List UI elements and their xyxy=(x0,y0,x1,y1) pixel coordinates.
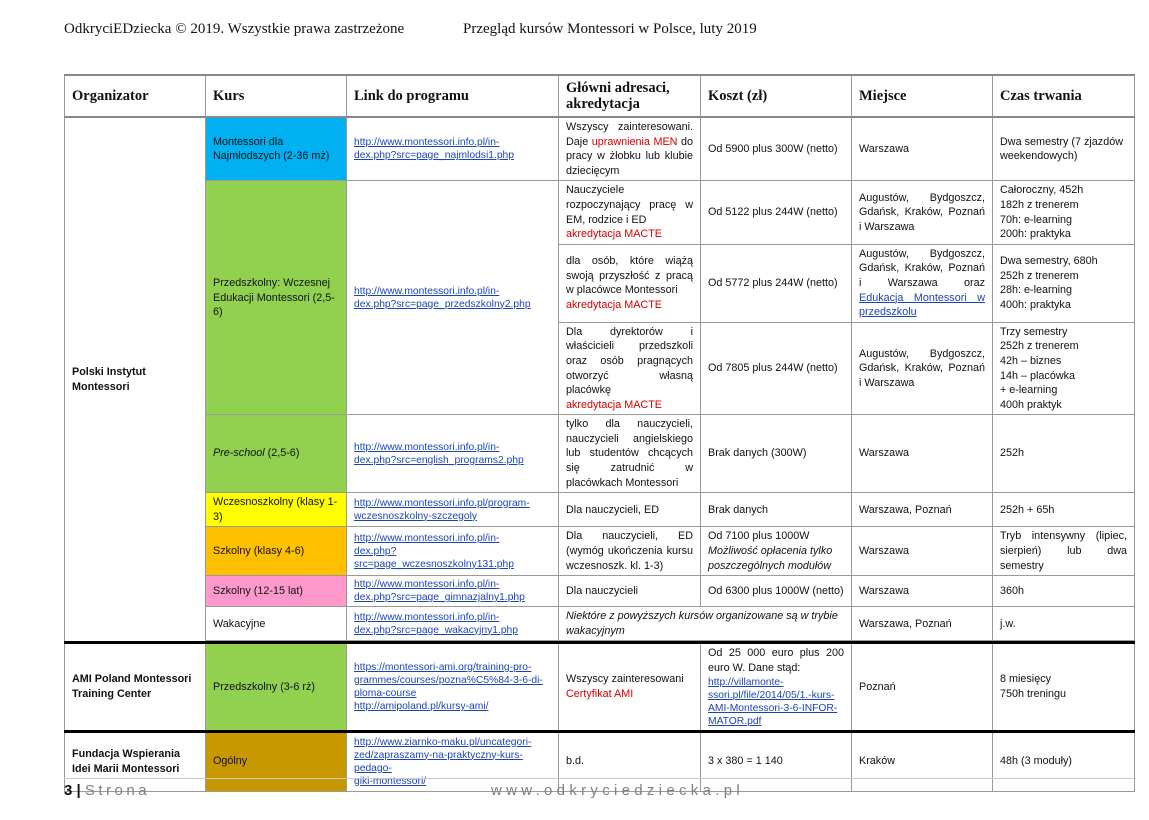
program-link[interactable] xyxy=(347,117,559,181)
program-link[interactable] xyxy=(347,181,559,415)
place-cell: Augustów, Bydgoszcz, Gdańsk, Kraków, Poznań i Warszawa xyxy=(852,322,993,415)
duration-cell: 360h xyxy=(993,576,1135,607)
col-header-organizer: Organizator xyxy=(65,75,206,117)
duration-cell: Tryb intensywny (lipiec, sierpień) lub dwa semestry xyxy=(993,527,1135,576)
accreditation-text: akredytacja MACTE xyxy=(566,298,663,311)
program-link-line[interactable]: https://montessori-ami.org/training-pro- xyxy=(354,662,532,673)
accreditation-text: akredytacja MACTE xyxy=(566,228,663,241)
duration-line: Trzy semestry xyxy=(1000,325,1068,338)
duration-line: 400h: praktyka xyxy=(1000,298,1071,311)
duration-cell: j.w. xyxy=(993,607,1135,641)
organizer-pim: Polski Instytut Montessori xyxy=(65,117,206,643)
table-row xyxy=(65,117,1135,181)
table-row xyxy=(65,643,1135,731)
cost-cell: Od 5772 plus 244W (netto) xyxy=(701,244,852,322)
audience-text: Dla dyrektorów i właścicieli przedszkoli oraz osób pragnących otworzyć własną placówkę xyxy=(566,325,693,397)
cost-cell: Brak danych (300W) xyxy=(701,415,852,493)
place-cell: Kraków xyxy=(852,731,993,791)
program-link-line[interactable]: dex.php?src=page_gimnazjalny1.php xyxy=(354,592,525,604)
duration-cell xyxy=(993,643,1135,731)
duration-line: 8 miesięcy xyxy=(1000,673,1052,686)
audience-cell: b.d. xyxy=(559,731,701,791)
cost-cell: Brak danych xyxy=(701,493,852,527)
audience-cell: tylko dla nauczycieli, nauczycieli angielskiego lub studentów chcących się zatrudnić w placówkach Montessori xyxy=(559,415,701,493)
note-cell xyxy=(559,607,852,641)
cost-text: Od 7100 plus 1000W xyxy=(708,530,810,543)
col-header-cost: Koszt (zł) xyxy=(701,75,852,117)
course-text: Pre-school xyxy=(213,447,265,460)
duration-line: 400h praktyk xyxy=(1000,398,1062,411)
duration-cell: 252h xyxy=(993,415,1135,493)
program-link-line[interactable]: dex.php?src=page_przedszkolny2.php xyxy=(354,298,531,310)
program-link[interactable] xyxy=(347,527,559,576)
course-cell: Montessori dla Najmłodszych (2-36 mż) xyxy=(206,117,347,181)
courses-table xyxy=(64,74,1135,792)
note-text: Niektóre z powyższych kursów organizowane są w trybie wakacyjnym xyxy=(566,610,838,637)
place-cell: Poznań xyxy=(852,643,993,731)
table-row xyxy=(65,493,1135,527)
program-link-line[interactable]: http://www.montessori.info.pl/in- xyxy=(354,532,500,544)
cost-cell: Od 7805 plus 244W (netto) xyxy=(701,322,852,415)
duration-line: 750h treningu xyxy=(1000,688,1067,700)
cost-link-line[interactable]: ssori.pl/file/2014/05/1.-kurs- xyxy=(708,689,835,701)
duration-cell xyxy=(993,181,1135,244)
place-cell: Warszawa, Poznań xyxy=(852,493,993,527)
audience-text: dla osób, które wiążą swoją przyszłość z pracą w placówce Montessori xyxy=(566,255,693,297)
cost-link-line[interactable]: MATOR.pdf xyxy=(708,715,762,727)
program-link-line[interactable]: dex.php?src=page_najmlodsi1.php xyxy=(354,150,515,162)
table-row xyxy=(65,607,1135,641)
course-cell: Przedszkolny (3-6 rż) xyxy=(206,643,347,731)
duration-line: 28h: e-learning xyxy=(1000,284,1073,297)
cost-link-line[interactable]: AMI-Montessori-3-6-INFOR- xyxy=(708,702,838,714)
accreditation-text: Certyfikat AMI xyxy=(566,688,634,700)
col-header-place: Miejsce xyxy=(852,75,993,117)
place-cell xyxy=(852,244,993,322)
audience-cell xyxy=(559,244,701,322)
duration-cell: 48h (3 moduły) xyxy=(993,731,1135,791)
cost-cell xyxy=(701,643,852,731)
course-cell xyxy=(206,415,347,493)
program-link-line[interactable]: http://www.montessori.info.pl/in- xyxy=(354,441,500,453)
header-copyright: OdkryciEDziecka © 2019. Wszystkie prawa zastrzeżone xyxy=(64,21,405,37)
program-link-line[interactable]: http://www.montessori.info.pl/in- xyxy=(354,285,500,297)
program-link-line[interactable]: http://www.montessori.info.pl/in- xyxy=(354,137,500,149)
cost-note: Możliwość opłacenia tylko poszczególnych modułów xyxy=(708,545,833,572)
organizer-fundacja: Fundacja Wspierania Idei Marii Montessori xyxy=(65,731,206,791)
audience-text: Wszyscy zainteresowani xyxy=(566,673,684,686)
program-link-line[interactable]: dex.php?src=english_programs2.php xyxy=(354,454,524,466)
page-word: Strona xyxy=(84,782,151,799)
audience-cell xyxy=(559,117,701,181)
col-header-course: Kurs xyxy=(206,75,347,117)
cost-cell: Od 5900 plus 300W (netto) xyxy=(701,117,852,181)
cost-cell: Od 6300 plus 1000W (netto) xyxy=(701,576,852,607)
place-cell: Warszawa xyxy=(852,117,993,181)
audience-cell: Dla nauczycieli xyxy=(559,576,701,607)
table-row xyxy=(65,415,1135,493)
col-header-link: Link do programu xyxy=(347,75,559,117)
table-row xyxy=(65,181,1135,244)
table-header-row xyxy=(65,75,1135,117)
audience-cell: Dla nauczycieli, ED xyxy=(559,493,701,527)
duration-line: Całoroczny, 452h xyxy=(1000,184,1084,197)
program-link[interactable] xyxy=(347,493,559,527)
duration-line: 252h z trenerem xyxy=(1000,269,1079,282)
program-link[interactable] xyxy=(347,607,559,641)
program-link[interactable] xyxy=(347,643,559,731)
cost-link-line[interactable]: http://villamonte- xyxy=(708,676,784,688)
program-link-line[interactable]: ploma-course xyxy=(354,688,417,699)
audience-cell xyxy=(559,181,701,244)
cost-cell: 3 x 380 = 1 140 xyxy=(701,731,852,791)
place-text: Augustów, Bydgoszcz, Gdańsk, Kraków, Poznań i Warszawa oraz xyxy=(859,247,985,289)
col-header-audience: Główni adresaci, akredytacja xyxy=(559,75,701,117)
cost-cell: Od 5122 plus 244W (netto) xyxy=(701,181,852,244)
duration-line: 42h – biznes xyxy=(1000,354,1062,367)
program-link-line[interactable]: dex.php?src=page_wczesnoszkolny131.php xyxy=(354,545,514,570)
duration-line: 252h z trenerem xyxy=(1000,340,1079,353)
course-cell: Szkolny (klasy 4-6) xyxy=(206,527,347,576)
col-header-duration: Czas trwania xyxy=(993,75,1135,117)
duration-line: 14h – placówka xyxy=(1000,369,1076,382)
duration-line: 200h: praktyka xyxy=(1000,228,1071,241)
place-cell: Warszawa xyxy=(852,415,993,493)
program-link-line[interactable]: grammes/courses/pozna%C5%84-3-6-di- xyxy=(354,675,543,686)
audience-text: Wszyscy zainteresowani. Daje xyxy=(566,121,693,148)
place-cell: Warszawa xyxy=(852,527,993,576)
program-link-line[interactable]: http://www.montessori.info.pl/in- xyxy=(354,579,500,591)
audience-cell: Dla nauczycieli, ED (wymóg ukończenia kursu wczesnoszk. kl. 1-3) xyxy=(559,527,701,576)
audience-cell xyxy=(559,322,701,415)
program-link-line[interactable]: http://www.montessori.info.pl/program- xyxy=(354,497,530,509)
cost-text: Od 25 000 euro plus 200 euro W. Dane stąd: xyxy=(708,647,844,674)
audience-cell xyxy=(559,643,701,731)
footer-divider xyxy=(64,778,1136,779)
cost-cell xyxy=(701,527,852,576)
duration-cell: 252h + 65h xyxy=(993,493,1135,527)
page-number: 3 xyxy=(64,782,73,799)
header-title: Przegląd kursów Montessori w Polsce, luty 2019 xyxy=(463,21,757,37)
course-cell: Szkolny (12-15 lat) xyxy=(206,576,347,607)
duration-cell: Dwa semestry (7 zjazdów weekendowych) xyxy=(993,117,1135,181)
footer-website: www.odkryciedziecka.pl xyxy=(491,782,744,799)
course-cell: Wakacyjne xyxy=(206,607,347,641)
duration-line: + e-learning xyxy=(1000,384,1058,397)
place-link[interactable]: Edukacja Montessori w przedszkolu xyxy=(859,291,985,319)
place-cell: Warszawa xyxy=(852,576,993,607)
program-link-line[interactable]: http://www.ziarnko-maku.pl/uncategori- xyxy=(354,736,532,748)
course-cell: Przedszkolny: Wczesnej Edukacji Montessori (2,5-6) xyxy=(206,181,347,415)
table-row xyxy=(65,527,1135,576)
accreditation-text: uprawnienia MEN xyxy=(591,135,678,148)
audience-text: Nauczyciele rozpoczynający pracę w EM, rodzice i ED xyxy=(566,184,693,226)
duration-line: 182h z trenerem xyxy=(1000,198,1079,211)
program-link-line[interactable]: giki-montessori/ xyxy=(354,775,427,787)
program-link-line[interactable]: zed/zapraszamy-na-praktyczny-kurs-pedago- xyxy=(354,749,523,774)
table-row xyxy=(65,576,1135,607)
program-link-line[interactable]: dex.php?src=page_wakacyjny1.php xyxy=(354,624,519,636)
course-cell: Ogólny xyxy=(206,731,347,791)
footer-page: 3 | Strona xyxy=(64,782,151,799)
program-link[interactable] xyxy=(347,415,559,493)
course-cell: Wczesnoszkolny (klasy 1-3) xyxy=(206,493,347,527)
program-link-line[interactable]: http://amipoland.pl/kursy-ami/ xyxy=(354,701,489,712)
place-cell: Augustów, Bydgoszcz, Gdańsk, Kraków, Poznań i Warszawa xyxy=(852,181,993,244)
place-cell: Warszawa, Poznań xyxy=(852,607,993,641)
program-link-line[interactable]: wczesnoszkolny-szczegoly xyxy=(354,510,478,522)
duration-line: 70h: e-learning xyxy=(1000,213,1073,226)
duration-cell xyxy=(993,244,1135,322)
program-link[interactable] xyxy=(347,576,559,607)
accreditation-text: akredytacja MACTE xyxy=(566,398,663,411)
duration-line: Dwa semestry, 680h xyxy=(1000,255,1098,268)
audience-text: do pracy w żłobku lub klubie dziecięcym xyxy=(566,135,693,177)
program-link-line[interactable]: http://www.montessori.info.pl/in- xyxy=(354,611,500,623)
course-text: (2,5-6) xyxy=(267,447,300,460)
duration-cell xyxy=(993,322,1135,415)
organizer-ami: AMI Poland Montessori Training Center xyxy=(65,643,206,731)
